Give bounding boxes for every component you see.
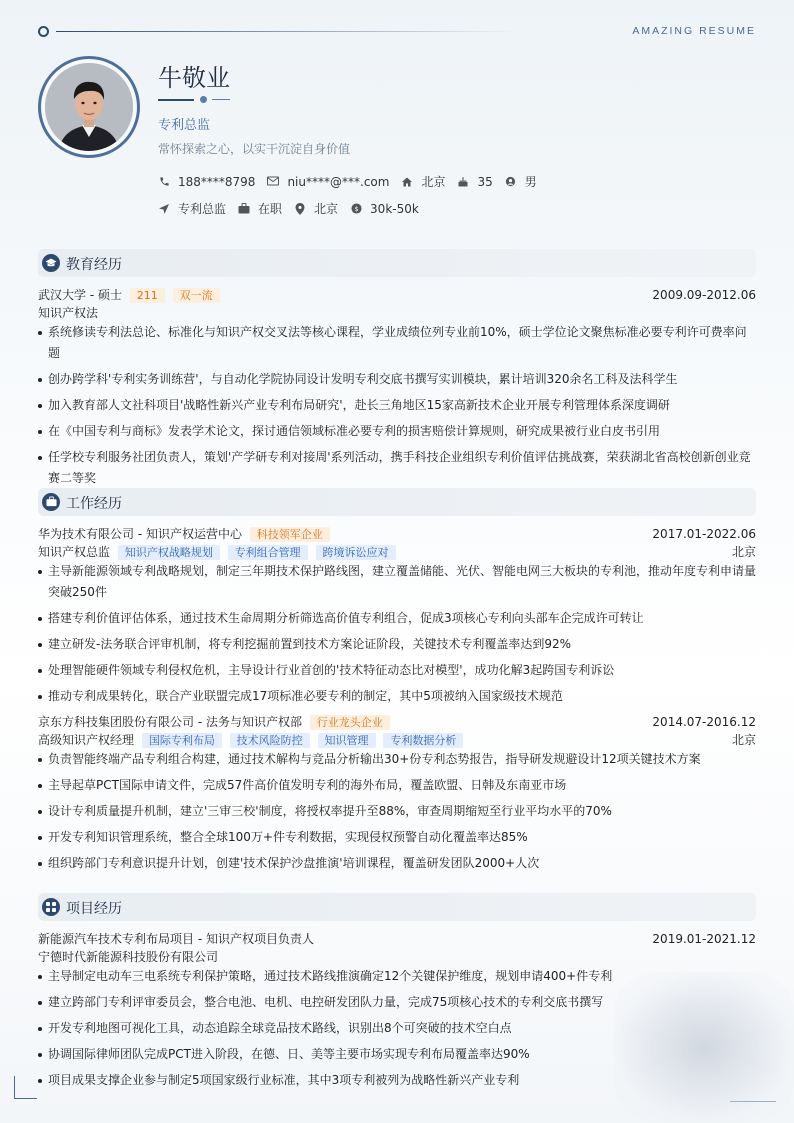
city-text: 北京 [421, 175, 446, 189]
education-heading: 教育经历 [66, 257, 122, 273]
education-dates: 2009.09-2012.06 [652, 288, 756, 302]
work-section-header [38, 488, 756, 516]
target-position-item [158, 200, 226, 217]
send-icon [158, 203, 170, 215]
company-name: 京东方科技集团股份有限公司 - 法务与知识产权部 [38, 715, 302, 729]
list-item: 任学校专利服务社团负责人，策划'产学研专利对接周'系列活动，携手科技企业组织专利价值评估挑战赛，荣获湖北省高校创新创业竞赛二等奖 [38, 447, 756, 489]
list-item: 项目成果支撑企业参与制定5项国家级行业标准，其中3项专利被列为战略性新兴产业专利 [38, 1070, 756, 1091]
job-intent-row [158, 200, 431, 217]
divider-line [56, 31, 516, 32]
gender-icon [505, 176, 517, 188]
background-blur-decoration [614, 972, 794, 1122]
job-dates: 2014.07-2016.12 [652, 715, 756, 729]
svg-text:$: $ [354, 204, 359, 213]
list-item: 建立跨部门专利评审委员会，整合电池、电机、电控研发团队力量，完成75项核心技术的专利交底书撰写 [38, 992, 756, 1013]
list-item: 负责智能终端产品专利组合构建，通过技术解构与竞品分析输出30+份专利态势报告，指导研发规避设计12项关键技术方案 [38, 749, 756, 770]
list-item: 加入教育部人文社科项目'战略性新兴产业专利布局研究'，赴长三角地区15家高新技术企业开展专利管理体系深度调研 [38, 395, 756, 416]
grid-icon [42, 898, 60, 916]
job-bullets [38, 561, 756, 712]
brand-text: AMAZING RESUME [632, 25, 756, 37]
avatar [38, 56, 140, 158]
mail-icon [267, 176, 279, 188]
list-item: 建立研发-法务联合评审机制，将专利挖掘前置到技术方案论证阶段，关键技术专利覆盖率达到92% [38, 634, 756, 655]
graduation-cap-icon [42, 254, 60, 272]
school-tag: 双一流 [173, 288, 220, 303]
list-item: 主导起草PCT国际申请文件，完成57件高价值发明专利的海外布局，覆盖欧盟、日韩及东南亚市场 [38, 775, 756, 796]
list-item: 主导制定电动车三电系统专利保护策略，通过技术路线推演确定12个关键保护维度，规划申请400+件专利 [38, 966, 756, 987]
list-item: 协调国际律师团队完成PCT进入阶段，在德、日、美等主要市场实现专利布局覆盖率达90% [38, 1044, 756, 1065]
project-section-header [38, 893, 756, 921]
avatar-photo [45, 63, 133, 151]
project-name: 新能源汽车技术专利布局项目 - 知识产权项目负责人 [38, 932, 314, 946]
phone-icon [158, 176, 170, 188]
list-item: 在《中国专利与商标》发表学术论文，探讨通信领域标准必要专利的损害赔偿计算规则，研究成果被行业白皮书引用 [38, 421, 756, 442]
corner-decoration [730, 1101, 776, 1102]
project-dates: 2019.01-2021.12 [652, 932, 756, 946]
person-name: 牛敬业 [158, 64, 230, 92]
project-company: 宁德时代新能源科技股份有限公司 [38, 950, 219, 964]
phone-item [158, 175, 255, 189]
ring-icon [38, 26, 49, 37]
list-item: 创办跨学科'专利实务训练营'，与自动化学院协同设计发明专利交底书撰写实训模块，累计培训320余名工科及法科学生 [38, 369, 756, 390]
age-item [457, 175, 492, 189]
skill-tag: 专利组合管理 [228, 545, 308, 560]
skill-tag: 知识产权战略规划 [118, 545, 220, 560]
target-city-text: 北京 [314, 202, 339, 216]
job-city: 北京 [731, 733, 756, 747]
status-item [238, 200, 282, 217]
list-item: 处理智能硬件领域专利侵权危机，主导设计行业首创的'技术特征动态比对模型'，成功化解3起跨国专利诉讼 [38, 660, 756, 681]
list-item: 主导新能源领域专利战略规划，制定三年期技术保护路线图，建立覆盖储能、光伏、智能电网三大板块的专利池，推动年度专利申请量突破250件 [38, 561, 756, 603]
phone-text: 188****8798 [178, 174, 256, 189]
list-item: 系统修读专利法总论、标准化与知识产权交叉法等核心课程，学业成绩位列专业前10%，硕士学位论文聚焦标准必要专利许可费率问题 [38, 322, 756, 364]
skill-tag: 国际专利布局 [142, 733, 222, 748]
job-role: 知识产权总监 [38, 545, 111, 559]
job-bullets [38, 749, 756, 879]
work-heading: 工作经历 [66, 496, 122, 512]
skill-tag: 知识管理 [318, 733, 376, 748]
job-city: 北京 [731, 545, 756, 559]
contact-row [158, 173, 549, 190]
project-company-row [38, 948, 756, 966]
money-icon [350, 203, 362, 215]
age-text: 35 [477, 174, 493, 189]
company-tag: 科技领军企业 [250, 527, 330, 542]
list-item: 组织跨部门专利意识提升计划，创建'技术保护沙盘推演'培训课程，覆盖研发团队2000+人次 [38, 853, 756, 874]
education-bullets [38, 322, 756, 494]
email-item [267, 175, 389, 189]
company-name: 华为技术有限公司 - 知识产权运营中心 [38, 527, 242, 541]
motto: 常怀探索之心，以实干沉淀自身价值 [158, 142, 351, 156]
status-text: 在职 [258, 202, 283, 216]
list-item: 设计专利质量提升机制，建立'三审三校'制度，将授权率提升至88%，审查周期缩短至行业平均水平的70% [38, 801, 756, 822]
project-name-row [38, 930, 756, 948]
target-city-item [294, 200, 338, 217]
list-item: 搭建专利价值评估体系，通过技术生命周期分析筛选高价值专利组合，促成3项核心专利向头部车企完成许可转让 [38, 608, 756, 629]
school-tag: 211 [130, 288, 165, 303]
top-decoration [38, 26, 756, 38]
school-name: 武汉大学 - 硕士 [38, 288, 122, 302]
email-text: niu****@***.com [287, 174, 390, 189]
list-item: 开发专利地图可视化工具，动态追踪全球竞品技术路线，识别出8个可突破的技术空白点 [38, 1018, 756, 1039]
briefcase-icon [238, 203, 250, 215]
gender-item [505, 173, 537, 190]
skill-tag: 跨境诉讼应对 [316, 545, 396, 560]
city-item [401, 173, 445, 190]
cake-icon [457, 176, 469, 188]
list-item: 开发专利知识管理系统，整合全球100万+件专利数据，实现侵权预警自动化覆盖率达85% [38, 827, 756, 848]
salary-text: 30k-50k [370, 201, 419, 216]
job-role-row [38, 543, 756, 561]
education-section-header [38, 249, 756, 277]
corner-decoration [14, 1076, 37, 1099]
home-icon [401, 176, 413, 188]
job-role-row [38, 731, 756, 749]
salary-item [350, 202, 419, 216]
project-heading: 项目经历 [66, 901, 122, 917]
list-item: 推动专利成果转化，联合产业联盟完成17项标准必要专利的制定，其中5项被纳入国家级技术规范 [38, 686, 756, 707]
location-pin-icon [294, 203, 306, 215]
job-role: 高级知识产权经理 [38, 733, 135, 747]
education-major-row [38, 304, 756, 322]
target-position-text: 专利总监 [178, 202, 227, 216]
job-title: 专利总监 [158, 118, 211, 133]
gender-text: 男 [524, 175, 537, 189]
major: 知识产权法 [38, 306, 99, 320]
job-company-row [38, 713, 756, 731]
briefcase-icon [42, 493, 60, 511]
job-dates: 2017.01-2022.06 [652, 527, 756, 541]
job-company-row [38, 525, 756, 543]
name-decoration [158, 96, 238, 104]
skill-tag: 技术风险防控 [230, 733, 310, 748]
skill-tag: 专利数据分析 [383, 733, 463, 748]
education-school-row [38, 286, 756, 304]
company-tag: 行业龙头企业 [310, 715, 390, 730]
